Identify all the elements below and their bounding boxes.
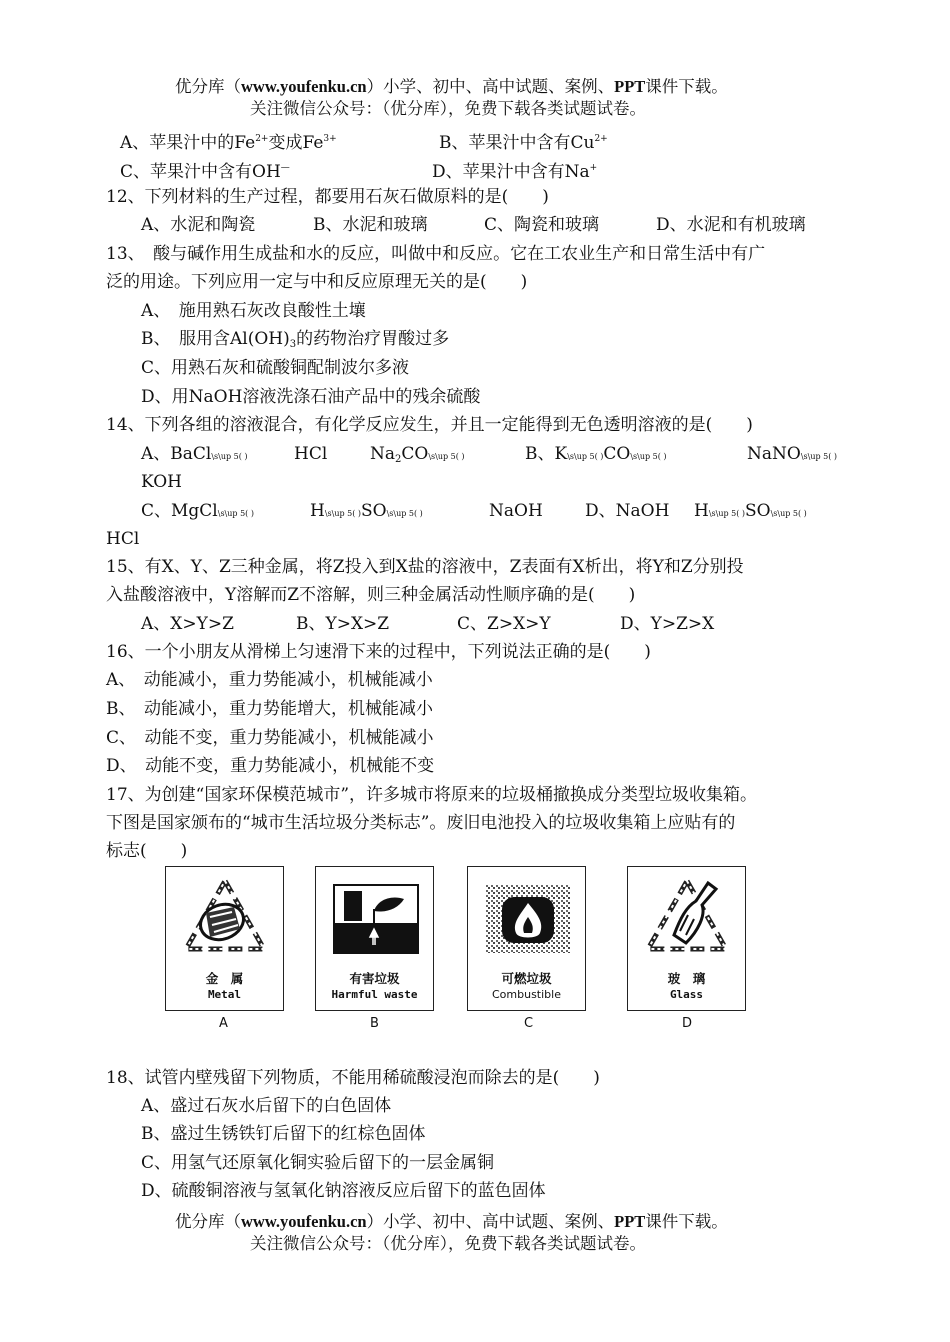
q11-option-a: A、苹果汁中的$Fe^{2+}$变成$Fe^{3+}$ — [120, 133, 337, 153]
sign-metal-label-cn: 金 属 — [205, 971, 244, 986]
q16-option-a: A、 动能减小，重力势能减小，机械能减小 — [106, 670, 433, 690]
header-text: PPT — [614, 77, 646, 96]
q17-stem-3: 标志( ) — [106, 841, 188, 861]
q12-option-b: B、水泥和玻璃 — [313, 215, 428, 235]
sign-metal-label-en: Metal — [207, 988, 242, 1001]
q16-option-d: D、 动能不变，重力势能减小，机械能不变 — [106, 756, 435, 776]
q16-option-b: B、 动能减小，重力势能增大，机械能减小 — [106, 699, 433, 719]
q13-stem-1: 13、 酸与碱作用生成盐和水的反应，叫做中和反应。它在工农业生产和日常生活中有广 — [106, 244, 766, 264]
sign-harmful-label-cn: 有害垃圾 — [349, 971, 400, 986]
q14-option-a-3: $Na_2CO\backslash s\backslash up$ 5( ) — [370, 444, 465, 465]
q15-option-b: B、Y>X>Z — [296, 614, 390, 634]
sign-metal — [165, 866, 284, 1011]
q16-option-c: C、 动能不变，重力势能减小，机械能减小 — [106, 728, 434, 748]
q13-option-a: A、 施用熟石灰改良酸性土壤 — [141, 301, 366, 321]
q18-option-b: B、盛过生锈铁钉后留下的红棕色固体 — [141, 1124, 426, 1144]
sign-letter-d: D — [682, 1016, 693, 1031]
harmful-waste-icon — [316, 867, 435, 967]
q15-option-c: C、Z>X>Y — [457, 614, 551, 634]
q14-option-b-1: B、K\s\up 5( )CO\s\up 5( ) — [525, 444, 667, 464]
q14-option-a-1: A、BaCl\s\up 5( ) — [141, 444, 248, 464]
q17-stem-1: 17、为创建“国家环保模范城市”，许多城市将原来的垃圾桶撤换成分类型垃圾收集箱。 — [106, 785, 758, 805]
q14-option-a-2: HCl — [294, 444, 328, 464]
q18-stem: 18、试管内壁残留下列物质，不能用稀硫酸浸泡而除去的是( ) — [106, 1068, 600, 1088]
q16-stem: 16、一个小朋友从滑梯上匀速滑下来的过程中，下列说法正确的是( ) — [106, 642, 651, 662]
q14-option-b-2: NaNO\s\up 5( ) — [747, 444, 838, 464]
q13-option-b: B、 服用含$Al(OH)_3$的药物治疗胃酸过多 — [141, 329, 450, 350]
q17-stem-2: 下图是国家颁布的“城市生活垃圾分类标志”。废旧电池投入的垃圾收集箱上应贴有的 — [106, 813, 736, 833]
q14-option-c-3: NaOH — [489, 501, 543, 521]
recycle-can-icon — [166, 867, 285, 967]
footer-line-2: 关注微信公众号：（优分库），免费下载各类试题试卷。 — [250, 1234, 646, 1253]
q15-option-d: D、Y>Z>X — [620, 614, 715, 634]
sign-glass-label-en: Glass — [669, 988, 704, 1001]
sign-glass-label-cn: 玻 璃 — [667, 971, 706, 986]
q15-option-a: A、X>Y>Z — [141, 614, 234, 634]
header-text: 课件下载。 — [645, 77, 728, 96]
q15-stem-1: 15、有X、Y、Z三种金属，将Z投入到X盐的溶液中，Z表面有X析出，将Y和Z分别投 — [106, 557, 744, 577]
q11-option-c: C、苹果汁中含有OH— — [120, 162, 290, 182]
sign-letter-c: C — [524, 1016, 534, 1031]
q15-stem-2: 入盐酸溶液中，Y溶解而Z不溶解，则三种金属活动性顺序确的是( ) — [106, 585, 636, 605]
q18-option-a: A、盛过石灰水后留下的白色固体 — [141, 1096, 392, 1116]
header-line-1 — [175, 76, 728, 98]
q13-stem-2: 泛的用途。下列应用一定与中和反应原理无关的是( ) — [106, 272, 528, 292]
q12-stem: 12、下列材料的生产过程，都要用石灰石做原料的是( ) — [106, 187, 549, 207]
sign-harmful-waste — [315, 866, 434, 1011]
q11-option-b: B、苹果汁中含有$Cu^{2+}$ — [439, 133, 608, 153]
header-text: 优分库（ — [175, 77, 241, 96]
q12-option-c: C、陶瓷和玻璃 — [484, 215, 600, 235]
sign-letter-b: B — [370, 1016, 379, 1031]
q14-option-d-2: H\s\up 5( )SO\s\up 5( ) — [694, 501, 807, 521]
q14-option-c-1: C、MgCl\s\up 5( ) — [141, 501, 254, 521]
combustible-icon — [468, 867, 587, 967]
sign-combustible-label-cn: 可燃垃圾 — [501, 971, 552, 986]
footer-line-1: 优分库（www.youfenku.cn）小学、初中、高中试题、案例、PPT课件下载。 — [175, 1212, 728, 1231]
q14-option-d-wrap: HCl — [106, 529, 140, 549]
q12-option-a: A、水泥和陶瓷 — [141, 215, 256, 235]
recycle-bottle-icon — [628, 867, 747, 967]
q12-option-d: D、水泥和有机玻璃 — [656, 215, 806, 235]
q13-option-c: C、用熟石灰和硫酸铜配制波尔多液 — [141, 358, 410, 378]
header-url[interactable]: www.youfenku.cn — [241, 77, 367, 96]
footer-url[interactable]: www.youfenku.cn — [241, 1212, 367, 1231]
q14-stem: 14、下列各组的溶液混合，有化学反应发生，并且一定能得到无色透明溶液的是( ) — [106, 415, 753, 435]
q13-option-d: D、用NaOH溶液洗涤石油产品中的残余硫酸 — [141, 387, 481, 407]
header-text: ）小学、初中、高中试题、案例、 — [366, 77, 615, 96]
q14-option-d-1: D、NaOH — [585, 501, 670, 521]
sign-harmful-label-en: Harmful waste — [331, 988, 418, 1001]
sign-letter-a: A — [219, 1016, 228, 1031]
sign-combustible — [467, 866, 586, 1011]
q14-option-c-2: H\s\up 5( )SO\s\up 5( ) — [310, 501, 423, 521]
q18-option-d: D、硫酸铜溶液与氢氧化钠溶液反应后留下的蓝色固体 — [141, 1181, 546, 1201]
sign-glass — [627, 866, 746, 1011]
q18-option-c: C、用氢气还原氧化铜实验后留下的一层金属铜 — [141, 1153, 495, 1173]
header-line-2: 关注微信公众号：（优分库），免费下载各类试题试卷。 — [250, 99, 646, 118]
q14-option-b-wrap: KOH — [141, 472, 183, 492]
sign-combustible-label-en: Combustible — [492, 988, 561, 1001]
q11-option-d: D、苹果汁中含有Na+ — [432, 162, 598, 182]
